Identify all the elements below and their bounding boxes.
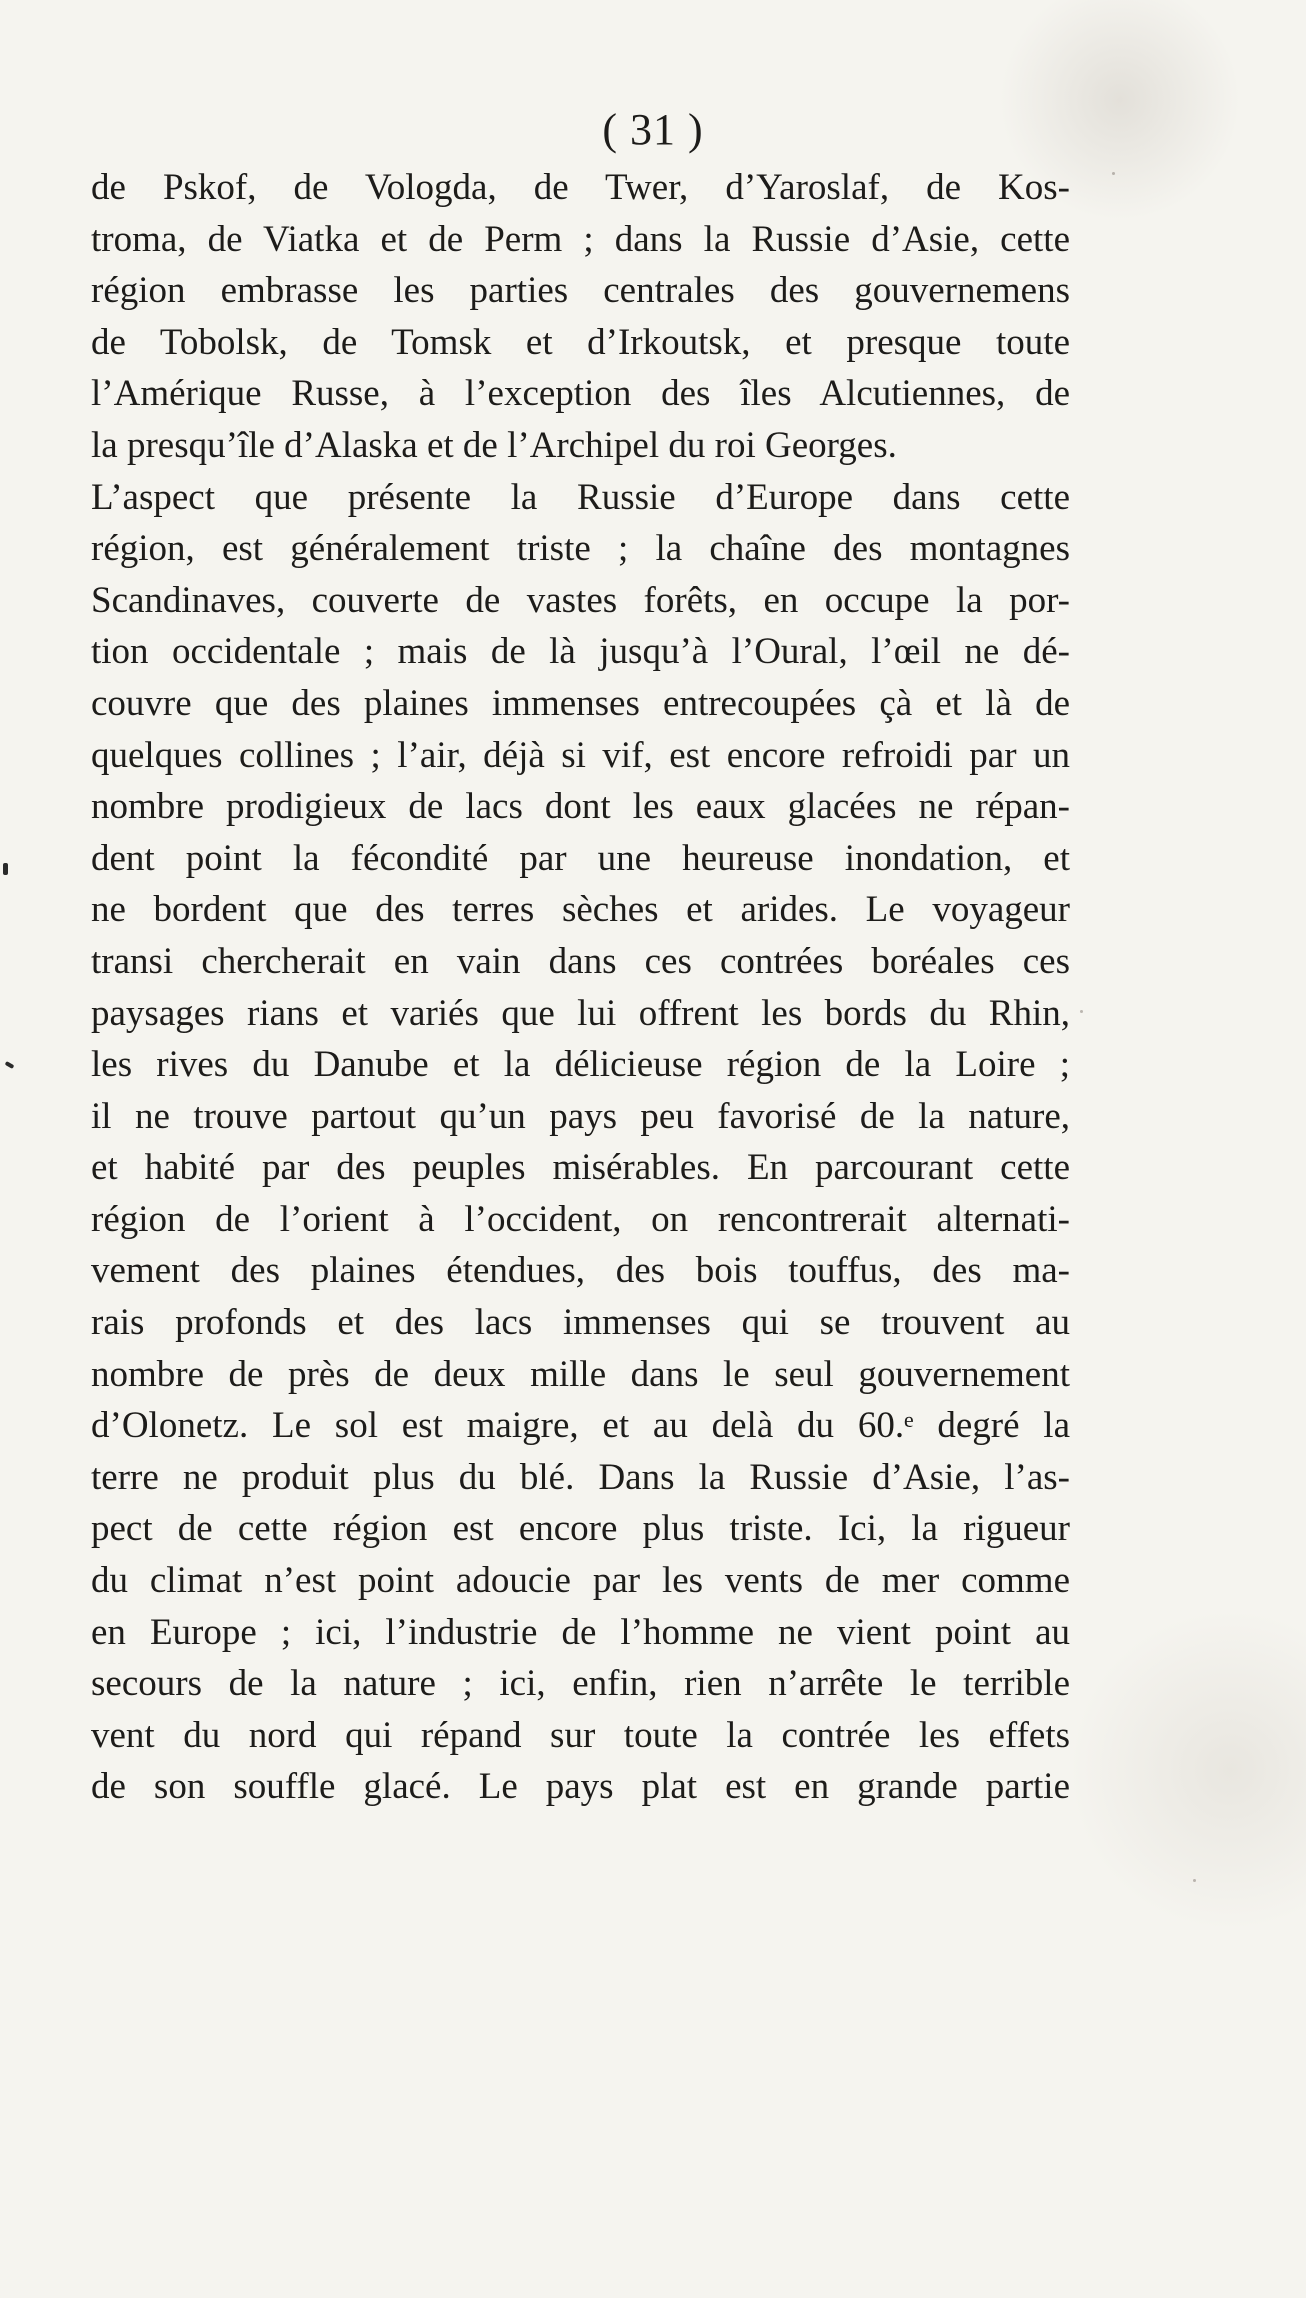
text-line: secours de la nature ; ici, enfin, rien n’arrête le terrible [91,1663,1070,1705]
text-line: vement des plaines étendues, des bois touffus, des ma- [91,1250,1070,1292]
text-line: d’Olonetz. Le sol est maigre, et au delà du 60.ᵉ degré la [91,1405,1070,1447]
text-line: troma, de Viatka et de Perm ; dans la Russie d’Asie, cette [91,218,1070,260]
text-line: de son souffle glacé. Le pays plat est en grande partie [91,1766,1070,1808]
text-line: nombre de près de deux mille dans le seul gouvernement [91,1353,1070,1395]
page-number: ( 31 ) [602,105,704,154]
text-line: paysages rians et variés que lui offrent les bords du Rhin, [91,992,1070,1034]
paragraph-first-line: L’aspect que présente la Russie d’Europe dans cette [91,476,1070,518]
paper-speck [1193,1879,1196,1882]
paper-speck [1112,172,1115,175]
text-line: de Tobolsk, de Tomsk et d’Irkoutsk, et presque toute [91,321,1070,363]
text-line: couvre que des plaines immenses entrecoupées çà et là de [91,682,1070,724]
text-line: tion occidentale ; mais de là jusqu’à l’Oural, l’œil ne dé- [91,631,1070,673]
text-line: région de l’orient à l’occident, on rencontrerait alternati- [91,1198,1070,1240]
text-line: dent point la fécondité par une heureuse inondation, et [91,837,1070,879]
text-line: et habité par des peuples misérables. En parcourant cette [91,1147,1070,1189]
text-line: pect de cette région est encore plus triste. Ici, la rigueur [91,1508,1070,1550]
text-line: de Pskof, de Vologda, de Twer, d’Yaroslaf, de Kos- [91,167,1070,208]
text-line: région embrasse les parties centrales des gouvernemens [91,270,1070,312]
text-line: transi chercherait en vain dans ces contrées boréales ces [91,940,1070,982]
text-line: quelques collines ; l’air, déjà si vif, est encore refroidi par un [91,734,1070,776]
paper-speck [1080,1010,1083,1013]
text-line: région, est généralement triste ; la chaîne des montagnes [91,528,1070,570]
text-line: rais profonds et des lacs immenses qui se trouvent au [91,1302,1070,1344]
text-line: il ne trouve partout qu’un pays peu favorisé de la nature, [91,1095,1070,1137]
text-line: les rives du Danube et la délicieuse région de la Loire ; [91,1044,1070,1086]
margin-ink-mark [5,1061,15,1069]
text-line: la presqu’île d’Alaska et de l’Archipel du roi Georges. [91,424,897,466]
text-line: nombre prodigieux de lacs dont les eaux glacées ne répan- [91,786,1070,828]
text-line: du climat n’est point adoucie par les vents de mer comme [91,1560,1070,1602]
text-line: Scandinaves, couverte de vastes forêts, en occupe la por- [91,579,1070,621]
text-line: vent du nord qui répand sur toute la contrée les effets [91,1714,1070,1756]
text-line: ne bordent que des terres sèches et arides. Le voyageur [91,889,1070,931]
text-line: terre ne produit plus du blé. Dans la Russie d’Asie, l’as- [91,1456,1070,1498]
text-line: l’Amérique Russe, à l’exception des îles Alcutiennes, de [91,373,1070,415]
margin-ink-mark [3,863,8,875]
text-line: en Europe ; ici, l’industrie de l’homme ne vient point au [91,1611,1070,1653]
body-text [91,162,1070,1813]
